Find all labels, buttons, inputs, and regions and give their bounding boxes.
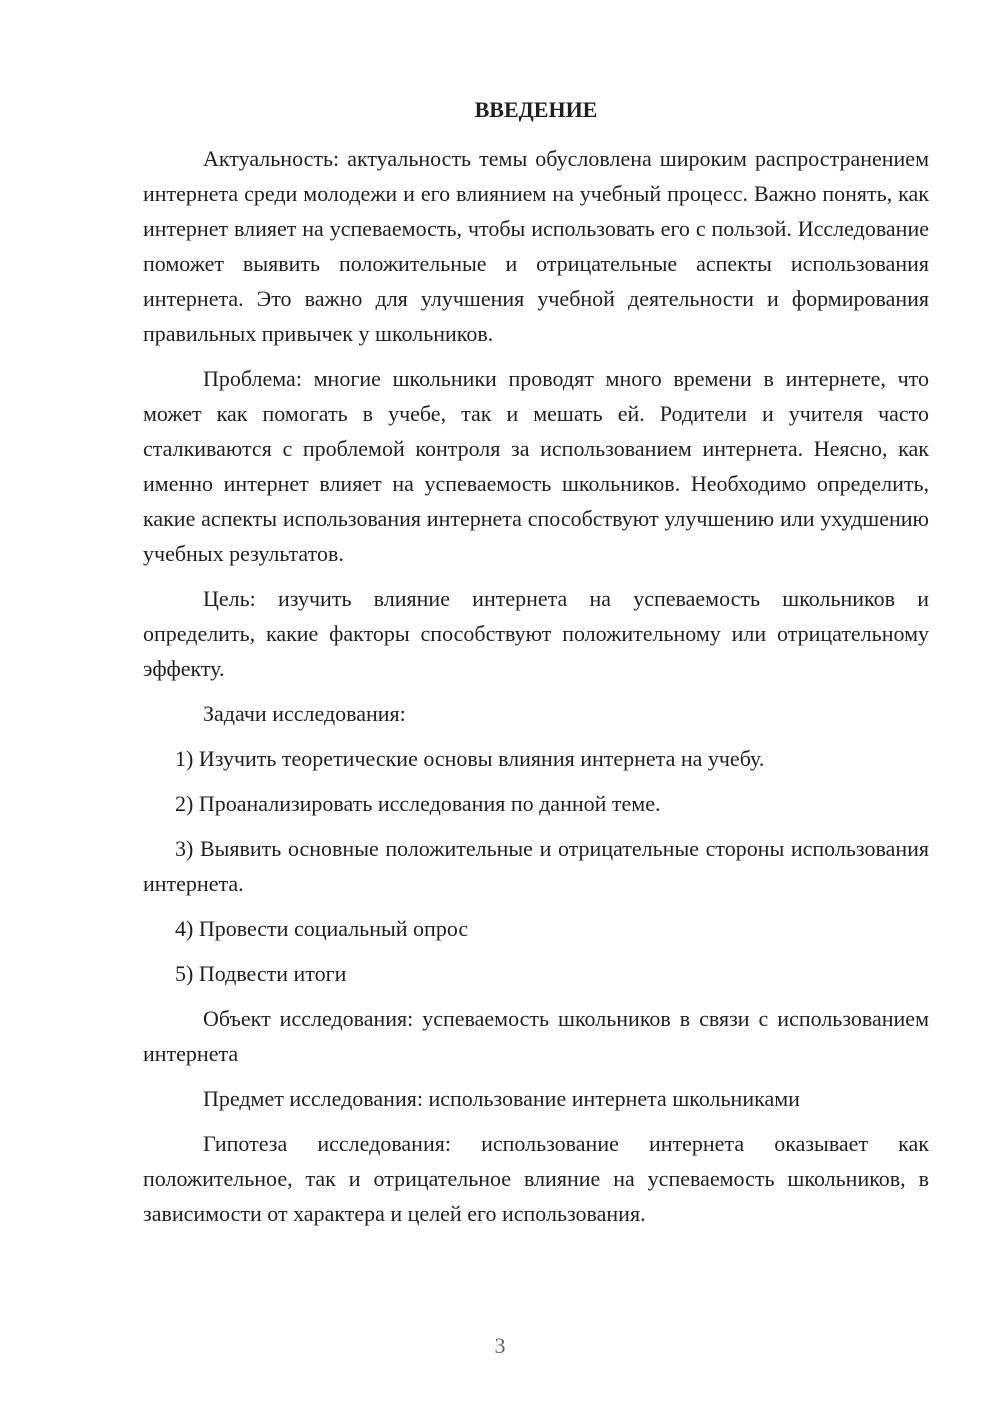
task-item-5: 5) Подвести итоги bbox=[175, 961, 347, 986]
task-item-2: 2) Проанализировать исследования по данной теме. bbox=[175, 791, 661, 816]
tasks-title: Задачи исследования: bbox=[203, 701, 406, 726]
task-item-1: 1) Изучить теоретические основы влияния интернета на учебу. bbox=[175, 746, 765, 771]
problem-paragraph: Проблема: многие школьники проводят много времени в интернете, что может как помогать в учебе, так и мешать ей. Родители и учителя часто сталкиваются с проблемой контроля за использованием интернета. Неясно, как именно интернет влияет на успеваемость школьников. Необходимо определить, какие аспекты использования интернета способствуют улучшению или ухудшению учебных результатов. bbox=[143, 366, 929, 566]
object-paragraph: Объект исследования: успеваемость школьников в связи с использованием интернета bbox=[143, 1006, 929, 1066]
subject-paragraph: Предмет исследования: использование интернета школьниками bbox=[203, 1086, 800, 1111]
hypothesis-paragraph: Гипотеза исследования: использование интернета оказывает как положительное, так и отрицательное влияние на успеваемость школьников, в зависимости от характера и целей его использования. bbox=[143, 1131, 929, 1226]
relevance-paragraph: Актуальность: актуальность темы обусловлена широким распространением интернета среди молодежи и его влиянием на учебный процесс. Важно понять, как интернет влияет на успеваемость, чтобы использовать его с пользой. Исследование поможет выявить положительные и отрицательные аспекты использования интернета. Это важно для улучшения учебной деятельности и формирования правильных привычек у школьников. bbox=[143, 146, 929, 346]
page-heading: ВВЕДЕНИЕ bbox=[474, 97, 598, 122]
goal-paragraph: Цель: изучить влияние интернета на успеваемость школьников и определить, какие факторы способствуют положительному или отрицательному эффекту. bbox=[143, 586, 929, 681]
page-number: 3 bbox=[494, 1333, 506, 1358]
page-text-block bbox=[143, 92, 929, 1241]
task-item-4: 4) Провести социальный опрос bbox=[175, 916, 469, 941]
task-item-3: 3) Выявить основные положительные и отрицательные стороны использования интернета. bbox=[143, 836, 929, 896]
